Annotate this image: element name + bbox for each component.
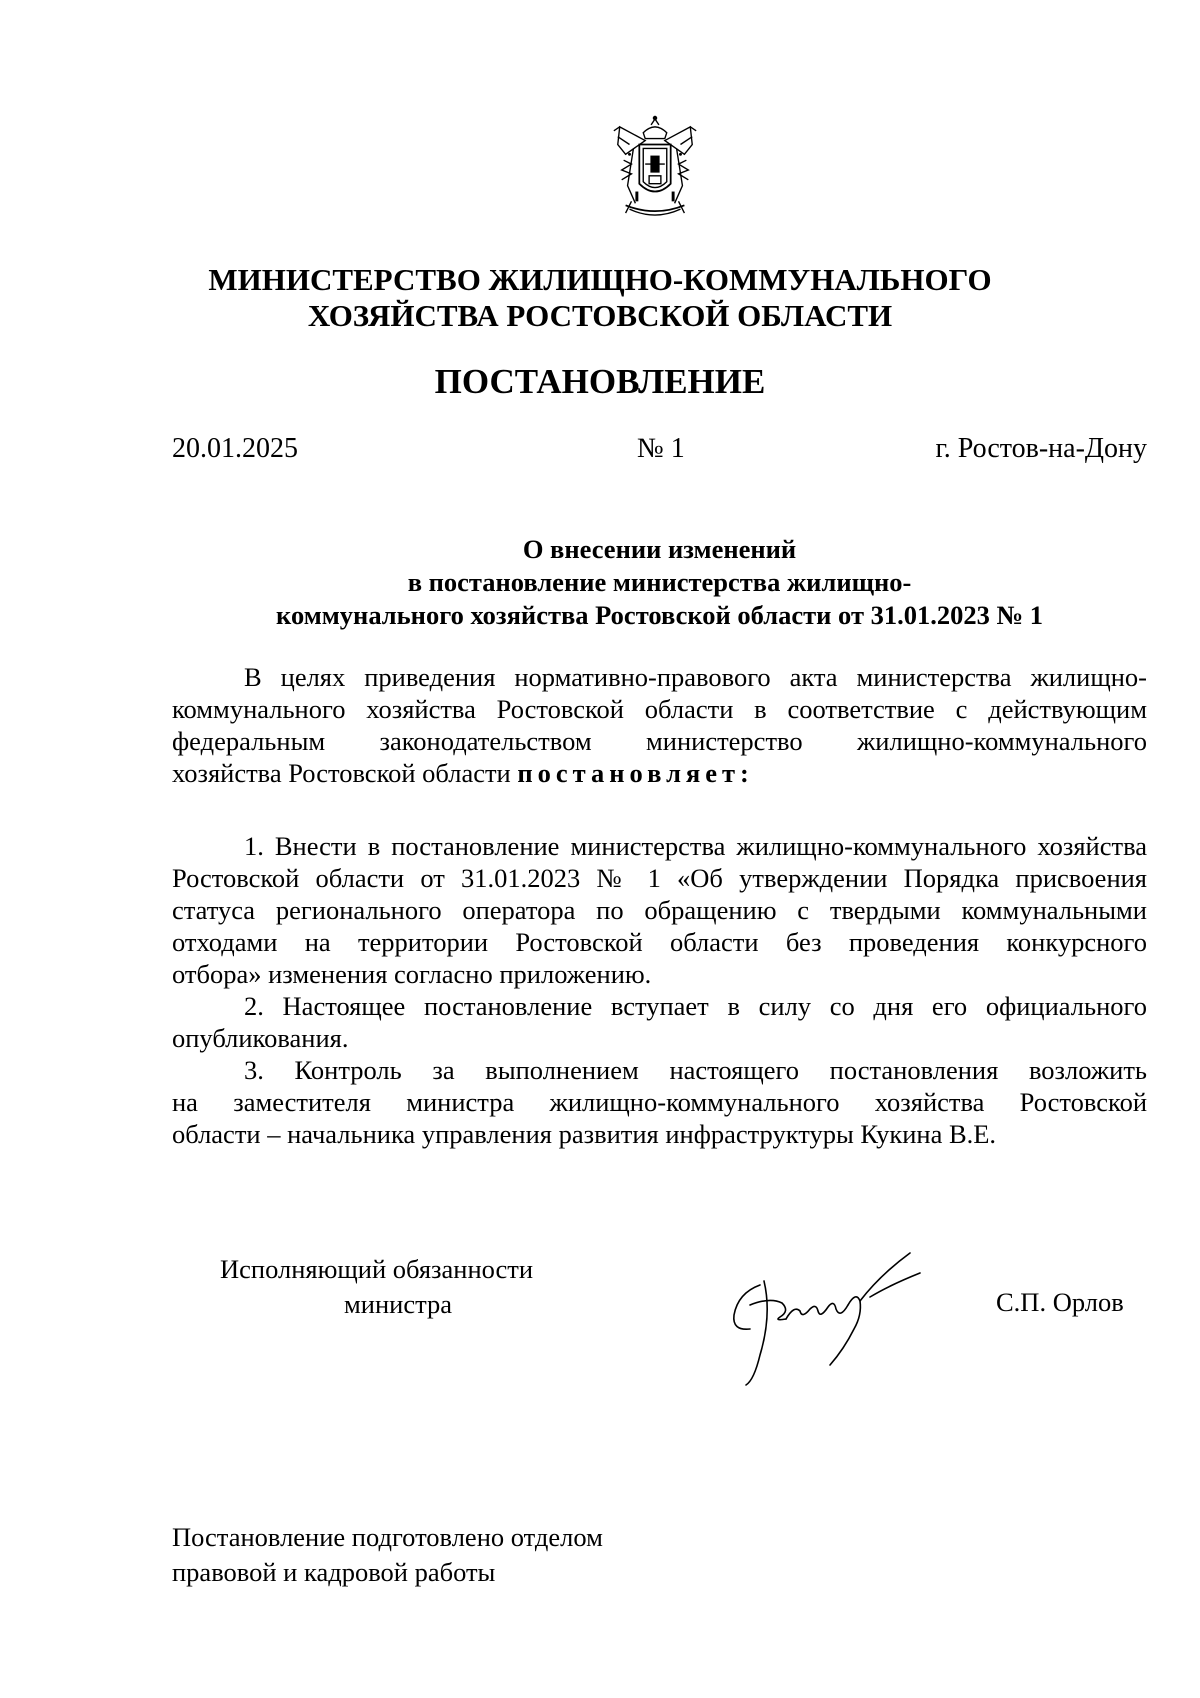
organization-title-line2: ХОЗЯЙСТВА РОСТОВСКОЙ ОБЛАСТИ — [307, 298, 893, 333]
signatory-name: С.П. Орлов — [996, 1287, 1124, 1317]
preamble-line: коммунального хозяйства Ростовской области в соответствие с действующим — [172, 694, 1147, 724]
item-3-paragraph — [172, 1054, 1147, 1150]
preamble-line: В целях приведения нормативно-правового акта министерства жилищно- — [244, 662, 1147, 692]
item-2-paragraph — [172, 990, 1147, 1054]
preamble-line — [172, 757, 1147, 789]
document-date: 20.01.2025 — [172, 433, 298, 464]
coat-of-arms-icon — [606, 115, 704, 223]
subject-line: коммунального хозяйства Ростовской области от 31.01.2023 № 1 — [276, 600, 1043, 630]
item-1-paragraph — [172, 830, 1147, 990]
item-line: опубликования. — [172, 1023, 349, 1053]
item-line: отбора» изменения согласно приложению. — [172, 959, 652, 989]
signatory-title — [220, 1252, 580, 1322]
preamble-paragraph — [172, 661, 1147, 789]
prepared-by-note — [172, 1520, 603, 1590]
item-line: области – начальника управления развития инфраструктуры Кукина В.Е. — [172, 1119, 997, 1149]
document-city: г. Ростов-на-Дону — [935, 433, 1147, 464]
item-line: Ростовской области от 31.01.2023 № 1 «Об утверждении Порядка присвоения — [172, 863, 1147, 893]
signatory-title-line: Исполняющий обязанности — [220, 1254, 534, 1284]
document-number: № 1 — [637, 433, 685, 464]
document-meta-row — [172, 433, 1147, 465]
signatory-title-line: министра — [344, 1289, 452, 1319]
item-line: статуса регионального оператора по обращению с твердыми коммунальными — [172, 895, 1147, 925]
prepared-by-line: правовой и кадровой работы — [172, 1557, 496, 1587]
preamble-line: федеральным законодательством министерство жилищно-коммунального — [172, 726, 1147, 756]
prepared-by-line: Постановление подготовлено отделом — [172, 1522, 603, 1552]
organization-title-line1: МИНИСТЕРСТВО ЖИЛИЩНО-КОММУНАЛЬНОГО — [208, 262, 992, 297]
document-type-title: ПОСТАНОВЛЕНИЕ — [434, 362, 766, 401]
preamble-line-text: хозяйства Ростовской области — [172, 758, 518, 788]
resolves-keyword: постановляет: — [517, 758, 754, 788]
item-line: на заместителя министра жилищно-коммунального хозяйства Ростовской — [172, 1087, 1147, 1117]
handwritten-signature-icon — [720, 1245, 935, 1390]
item-line: 3. Контроль за выполнением настоящего постановления возложить — [244, 1055, 1147, 1085]
subject-line: в постановление министерства жилищно- — [407, 567, 912, 597]
subject-line: О внесении изменений — [522, 534, 797, 564]
document-subject — [172, 533, 1147, 632]
item-line: 1. Внести в постановление министерства жилищно-коммунального хозяйства — [244, 831, 1147, 861]
item-line: 2. Настоящее постановление вступает в силу со дня его официального — [244, 991, 1147, 1021]
item-line: отходами на территории Ростовской области без проведения конкурсного — [172, 927, 1147, 957]
